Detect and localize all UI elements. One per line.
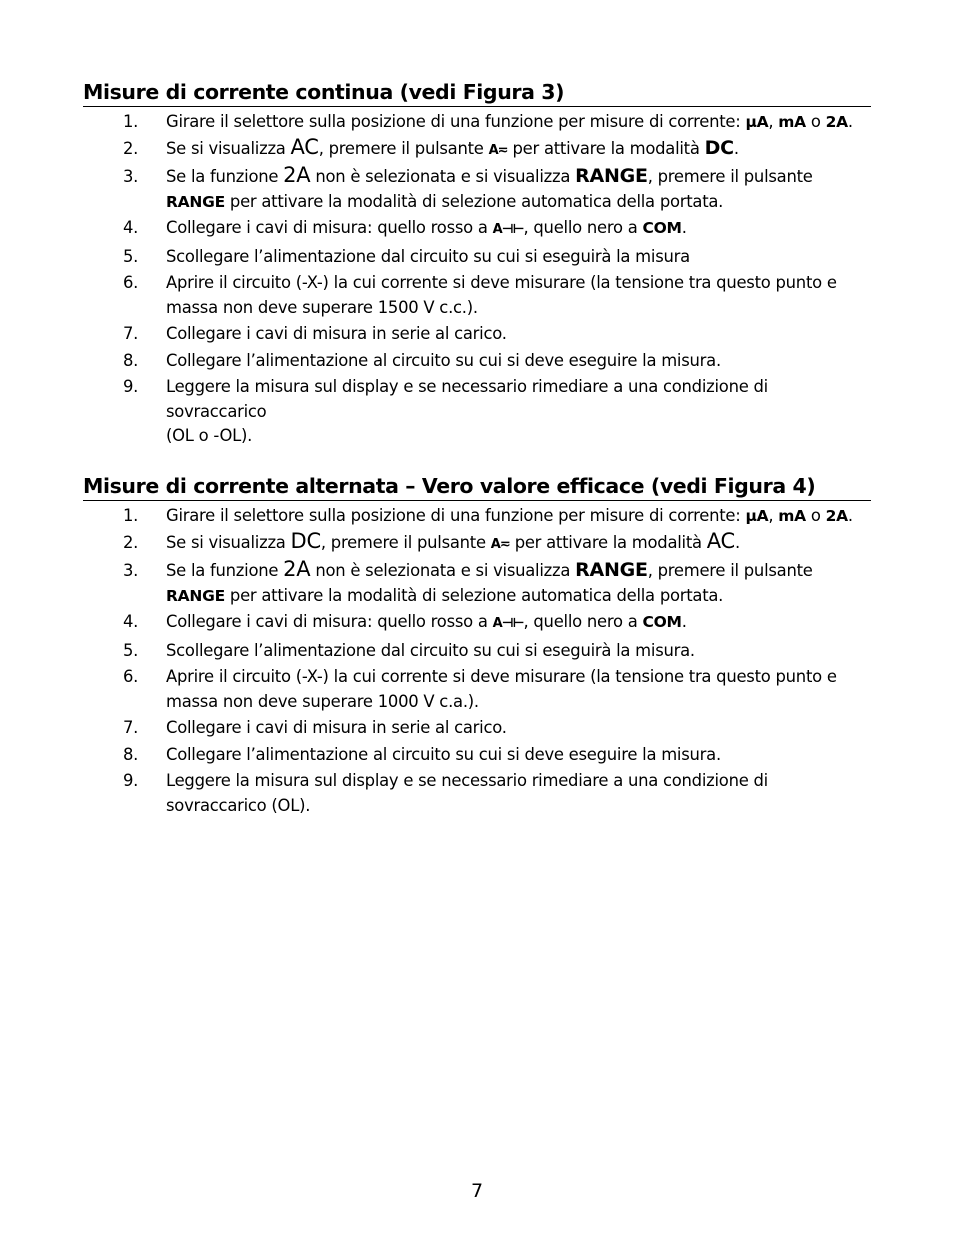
section-heading: Misure di corrente alternata – Vero valore efficace (vedi Figura 4): [83, 474, 871, 501]
list-item: [83, 322, 871, 347]
step-number: 3.: [123, 561, 139, 580]
step-text: , quello nero a: [523, 218, 643, 237]
step-number: 1.: [123, 506, 139, 525]
list-item: [83, 165, 871, 214]
list-item: [83, 610, 871, 637]
step-number: 7.: [123, 324, 139, 343]
step-text: per attivare la modalità di selezione automatica della portata.: [224, 585, 724, 605]
function-label: 2A: [825, 507, 848, 525]
step-text: Collegare i cavi di misura in serie al carico.: [166, 718, 507, 737]
section-heading: Misure di corrente continua (vedi Figura 3): [83, 80, 871, 107]
step-number: 9.: [123, 771, 139, 790]
step-text: Collegare i cavi di misura in serie al carico.: [166, 324, 507, 343]
list-item: [83, 110, 871, 135]
display-indicator: AC: [706, 528, 735, 553]
step-text: .: [847, 506, 853, 525]
step-number: 6.: [123, 667, 139, 686]
list-item: [83, 769, 871, 818]
step-text: , premere il pulsante: [647, 167, 813, 186]
step-text: , premere il pulsante: [320, 532, 491, 552]
button-label: RANGE: [166, 586, 225, 605]
step-text: Scollegare l’alimentazione dal circuito su cui si eseguirà la misura.: [166, 640, 695, 660]
step-text: per attivare la modalità: [507, 138, 705, 158]
list-item: [83, 375, 871, 449]
display-indicator: 2A: [283, 163, 311, 187]
step-text: .: [681, 612, 687, 631]
step-number: 4.: [123, 218, 139, 237]
step-text: Collegare i cavi di misura: quello rosso a: [166, 218, 493, 237]
display-indicator: RANGE: [575, 165, 648, 187]
step-number: 2.: [123, 138, 139, 158]
step-text: (OL o -OL).: [166, 426, 253, 445]
step-number: 2.: [123, 532, 139, 552]
acdc-button-icon: A≂: [490, 536, 510, 552]
function-label: µA: [745, 113, 769, 131]
step-text: ,: [768, 112, 779, 131]
page-number: 7: [470, 1180, 484, 1202]
step-text: per attivare la modalità di selezione automatica della portata.: [224, 191, 724, 211]
display-indicator: AC: [290, 134, 319, 159]
step-text: .: [734, 532, 740, 552]
display-indicator: 2A: [283, 557, 311, 581]
list-item: [83, 349, 871, 374]
step-text: Se si visualizza: [166, 138, 291, 158]
section-dc-current: [83, 80, 871, 451]
list-item: [83, 504, 871, 529]
list-item: [83, 716, 871, 741]
step-text: Se si visualizza: [166, 532, 291, 552]
list-item: [83, 245, 871, 270]
list-item: [83, 528, 871, 558]
step-text: .: [847, 112, 853, 131]
list-item: [83, 271, 871, 320]
step-text: , premere il pulsante: [647, 561, 813, 580]
step-text: .: [733, 138, 739, 158]
step-number: 3.: [123, 167, 139, 186]
jack-label: COM: [642, 219, 682, 237]
steps-list: [83, 110, 871, 449]
list-item: [83, 665, 871, 714]
list-item: [83, 639, 871, 664]
step-text: Scollegare l’alimentazione dal circuito su cui si eseguirà la misura: [166, 246, 690, 266]
function-label: µA: [745, 507, 769, 525]
step-number: 8.: [123, 744, 139, 764]
jack-label: COM: [642, 613, 682, 631]
button-label: RANGE: [166, 192, 225, 211]
current-jack-icon: A⊣⊢: [492, 616, 524, 631]
current-jack-icon: A⊣⊢: [492, 222, 524, 237]
step-number: 1.: [123, 112, 139, 131]
step-text: Collegare l’alimentazione al circuito su cui si deve eseguire la misura.: [166, 744, 721, 764]
step-number: 5.: [123, 246, 139, 266]
display-indicator: DC: [290, 528, 321, 553]
step-text: Collegare l’alimentazione al circuito su cui si deve eseguire la misura.: [166, 350, 721, 370]
list-item: [83, 134, 871, 164]
step-text: , quello nero a: [523, 612, 643, 631]
list-item: [83, 216, 871, 243]
display-indicator: RANGE: [575, 559, 648, 581]
display-indicator: DC: [704, 136, 734, 159]
step-text: Collegare i cavi di misura: quello rosso a: [166, 612, 493, 631]
step-text: o: [805, 506, 826, 525]
step-text: Girare il selettore sulla posizione di una funzione per misure di corrente:: [166, 506, 746, 525]
step-text: Aprire il circuito (-X-) la cui corrente si deve misurare (la tensione tra questo punto e massa non deve superare 1000 V c.a.).: [166, 667, 837, 711]
step-text: .: [681, 218, 687, 237]
function-label: 2A: [825, 113, 848, 131]
step-text: Girare il selettore sulla posizione di una funzione per misure di corrente:: [166, 112, 746, 131]
step-text: Se la funzione: [166, 167, 284, 186]
step-number: 9.: [123, 377, 139, 396]
list-item: [83, 559, 871, 608]
step-text: non è selezionata e si visualizza: [310, 561, 576, 580]
step-text: non è selezionata e si visualizza: [310, 167, 576, 186]
step-text: Se la funzione: [166, 561, 284, 580]
step-text: ,: [768, 506, 779, 525]
step-number: 7.: [123, 718, 139, 737]
acdc-button-icon: A≂: [488, 142, 508, 158]
step-text: o: [805, 112, 826, 131]
step-text: , premere il pulsante: [318, 138, 489, 158]
list-item: [83, 743, 871, 768]
steps-list: [83, 504, 871, 818]
step-number: 8.: [123, 350, 139, 370]
step-text: Leggere la misura sul display e se necessario rimediare a una condizione di sovraccarico (OL).: [166, 771, 768, 815]
step-text: Leggere la misura sul display e se necessario rimediare a una condizione di sovraccarico: [166, 377, 768, 421]
step-text: Aprire il circuito (-X-) la cui corrente si deve misurare (la tensione tra questo punto e massa non deve superare 1500 V c.c.).: [166, 273, 837, 317]
function-label: mA: [778, 507, 806, 525]
step-text: per attivare la modalità: [509, 532, 707, 552]
step-number: 4.: [123, 612, 139, 631]
step-number: 5.: [123, 640, 139, 660]
step-number: 6.: [123, 273, 139, 292]
section-ac-current: [83, 474, 871, 820]
function-label: mA: [778, 113, 806, 131]
